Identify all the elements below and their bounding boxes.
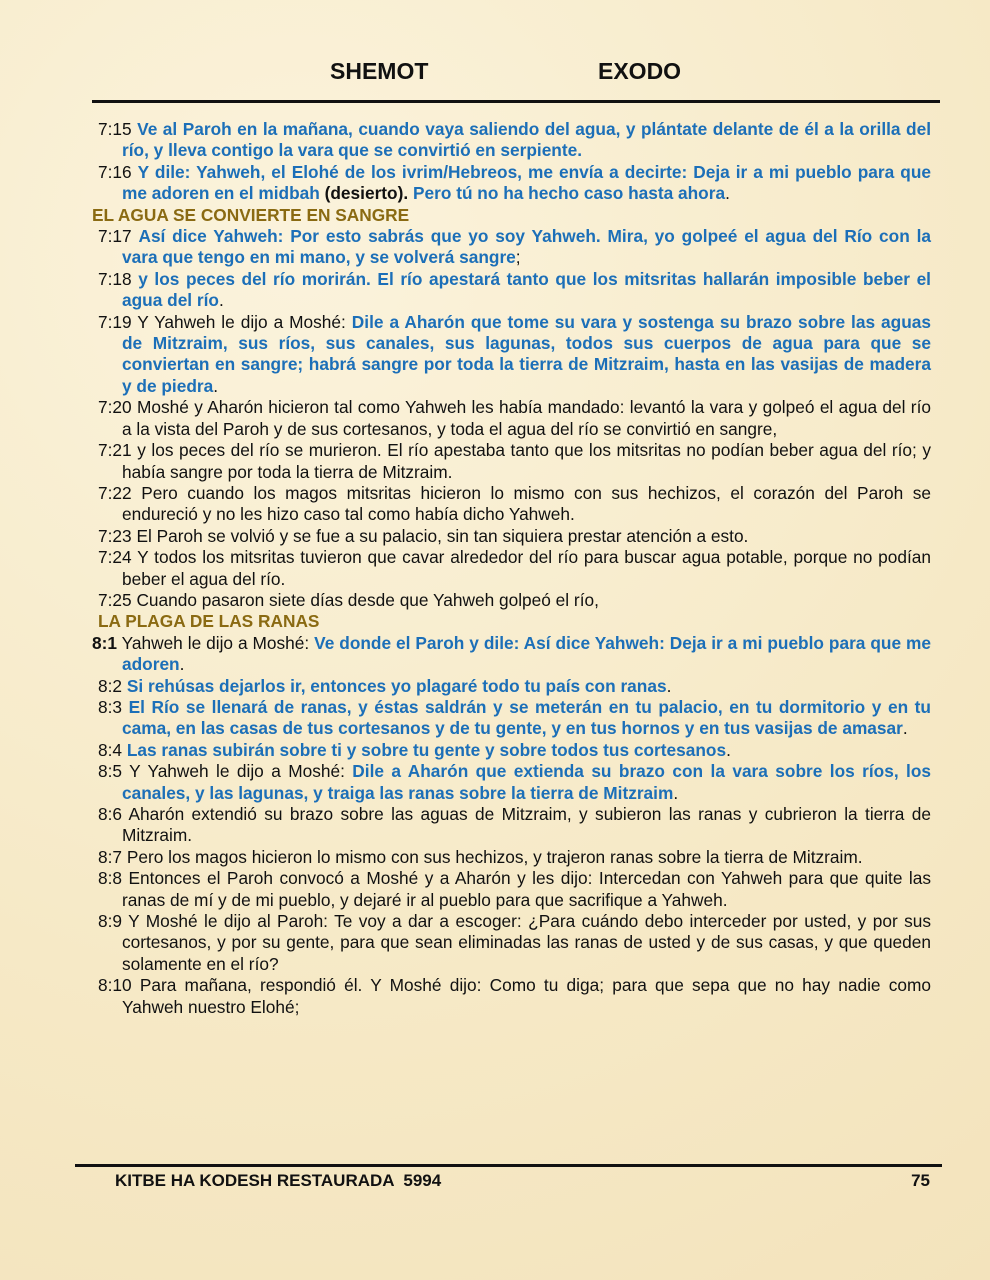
verse <box>92 911 931 975</box>
verse-text: Y Moshé le dijo al Paroh: Te voy a dar a escoger: ¿Para cuándo debo interceder por usted, y por sus cortesanos, y por su gente, para que sean eliminadas las ranas de usted y de sus casas, y que queden solamente en el río? <box>122 911 931 974</box>
verse <box>92 740 931 761</box>
gloss-text: (desierto). <box>324 183 413 204</box>
verse-text: . <box>726 739 731 760</box>
divine-speech-text: El Río se llenará de ranas, y éstas saldrán y se meterán en tu palacio, en tu dormitorio y en tu cama, en las casas de tus cortesanos y de tu gente, y en tus hornos y en tus vasijas de amasar <box>122 696 931 739</box>
header-book-hebrew: SHEMOT <box>330 58 429 84</box>
verse <box>92 526 931 547</box>
verse-number: 7:20 <box>98 397 132 418</box>
verse-text: Pero los magos hicieron lo mismo con sus hechizos, y trajeron ranas sobre la tierra de Mitzraim. <box>126 846 863 867</box>
verse-text: . <box>219 290 224 311</box>
footer-title: KITBE HA KODESH RESTAURADA 5994 <box>115 1171 442 1190</box>
verse-number: 8:8 <box>98 868 123 889</box>
divine-speech-text: Dile a Aharón que tome su vara y sostenga su brazo sobre las aguas de Mitzraim, sus ríos, sus canales, sus lagunas, todos sus cuerpos de agua para que se conviertan en sangre; habrá sangre por toda la tierra de Mitzraim, hasta en las vasijas de madera y de piedra <box>122 311 931 396</box>
divine-speech-text: Y dile: Yahweh, el Elohé de los ivrim/Hebreos, me envía a decirte: Deja ir a mi pueblo para que me adoren en el midbah <box>122 161 931 204</box>
verse-number: 8:5 <box>98 761 123 782</box>
verse-number: 8:9 <box>98 911 123 932</box>
page-body <box>92 119 931 1018</box>
verse <box>92 397 931 440</box>
header-rule <box>92 100 940 103</box>
verse-text: . <box>666 675 672 696</box>
verse-number: 8:1 <box>92 632 117 653</box>
verse-text: Cuando pasaron siete días desde que Yahweh golpeó el río, <box>136 589 599 610</box>
divine-speech-text: Pero tú no ha hecho caso hasta ahora <box>412 183 726 204</box>
verse <box>92 119 931 162</box>
page-number: 75 <box>911 1171 930 1190</box>
verse-number: 7:18 <box>98 268 132 289</box>
verse <box>92 440 931 483</box>
verse-text: Moshé y Aharón hicieron tal como Yahweh les había mandado: levantó la vara y golpeó el agua del río a la vista del Paroh y de sus cortesanos, y toda el agua del río se convirtió en sangre, <box>122 397 931 439</box>
verse-number: 7:16 <box>98 161 132 182</box>
verse-number: 8:4 <box>98 739 123 760</box>
verse-text: Y Yahweh le dijo a Moshé: <box>129 761 353 782</box>
verse-text: Aharón extendió su brazo sobre las aguas de Mitzraim, y subieron las ranas y cubrieron la tierra de Mitzraim. <box>122 804 931 846</box>
verse-number: 7:21 <box>98 440 132 461</box>
verse-number: 7:23 <box>98 525 132 546</box>
verse-number: 8:7 <box>98 846 123 867</box>
verse <box>92 269 931 312</box>
header-book-spanish: EXODO <box>598 58 682 84</box>
footer-rule <box>75 1164 942 1167</box>
section-heading: EL AGUA SE CONVIERTE EN SANGRE <box>92 204 410 225</box>
verse-text: Entonces el Paroh convocó a Moshé y a Aharón y les dijo: Intercedan con Yahweh para que quite las ranas de mí y de mi pueblo, y dejaré ir al pueblo para que sacrifique a Yahweh. <box>122 868 931 910</box>
verse-text: Yahweh le dijo a Moshé: <box>121 632 315 653</box>
verse-text: . <box>673 782 679 803</box>
verse-number: 8:3 <box>98 696 123 717</box>
section-heading: LA PLAGA DE LAS RANAS <box>98 611 320 632</box>
verse-number: 7:25 <box>98 589 132 610</box>
divine-speech-text: Ve donde el Paroh y dile: Así dice Yahweh: Deja ir a mi pueblo para que me adoren <box>122 632 931 675</box>
verse-number: 8:2 <box>98 675 123 696</box>
verse <box>92 676 931 697</box>
verse <box>92 633 931 676</box>
divine-speech-text: Ve al Paroh en la mañana, cuando vaya saliendo del agua, y plántate delante de él a la orilla del río, y lleva contigo la vara que se convirtió en serpiente. <box>122 119 931 161</box>
verse-text: Para mañana, respondió él. Y Moshé dijo: Como tu diga; para que sepa que no hay nadie como Yahweh nuestro Elohé; <box>122 975 931 1017</box>
divine-speech-text: y los peces del río morirán. El río apestará tanto que los mitsritas hallarán imposible beber el agua del río <box>122 268 931 311</box>
verse <box>92 847 931 868</box>
verse-text: Pero cuando los magos mitsritas hicieron lo mismo con sus hechizos, el corazón del Paroh se endureció y no les hizo caso tal como había dicho Yahweh. <box>122 482 931 525</box>
verse-text: Y todos los mitsritas tuvieron que cavar alrededor del río para buscar agua potable, porque no podían beber el agua del río. <box>122 547 931 589</box>
verse-text: ; <box>515 247 521 268</box>
verse-text: y los peces del río se murieron. El río apestaba tanto que los mitsritas no podían beber agua del río; y había sangre por toda la tierra de Mitzraim. <box>122 440 931 482</box>
verse-number: 7:15 <box>98 119 132 139</box>
verse <box>92 804 931 847</box>
verse <box>92 312 931 398</box>
verse <box>92 483 931 526</box>
verse-number: 7:17 <box>98 226 132 247</box>
running-header <box>0 58 990 90</box>
verse-text: . <box>725 183 730 204</box>
verse-number: 7:19 <box>98 311 132 332</box>
divine-speech-text: Si rehúsas dejarlos ir, entonces yo plagaré todo tu país con ranas <box>126 675 667 696</box>
verse-text: Y Yahweh le dijo a Moshé: <box>137 311 352 332</box>
verse-number: 7:24 <box>98 547 132 568</box>
verse-text: . <box>179 654 185 675</box>
divine-speech-text: Así dice Yahweh: Por esto sabrás que yo soy Yahweh. Mira, yo golpeé el agua del Río con la vara que tengo en mi mano, y se volverá sangre <box>122 226 931 268</box>
verse-number: 7:22 <box>98 482 132 503</box>
verse <box>92 162 931 205</box>
verse <box>92 590 931 611</box>
running-footer <box>115 1171 930 1191</box>
verse <box>92 226 931 269</box>
verse-text: . <box>902 718 908 739</box>
verse <box>92 975 931 1018</box>
divine-speech-text: Las ranas subirán sobre ti y sobre tu gente y sobre todos tus cortesanos <box>126 739 727 760</box>
verse <box>92 868 931 911</box>
verse-text: . <box>213 375 219 396</box>
verse <box>92 697 931 740</box>
verse-number: 8:10 <box>98 975 132 996</box>
divine-speech-text: Dile a Aharón que extienda su brazo con la vara sobre los ríos, los canales, y las lagunas, y traiga las ranas sobre la tierra de Mitzraim <box>122 761 932 803</box>
verse-text: El Paroh se volvió y se fue a su palacio, sin tan siquiera prestar atención a esto. <box>136 525 749 546</box>
verse <box>92 761 931 804</box>
verse <box>92 547 931 590</box>
verse-number: 8:6 <box>98 804 123 824</box>
